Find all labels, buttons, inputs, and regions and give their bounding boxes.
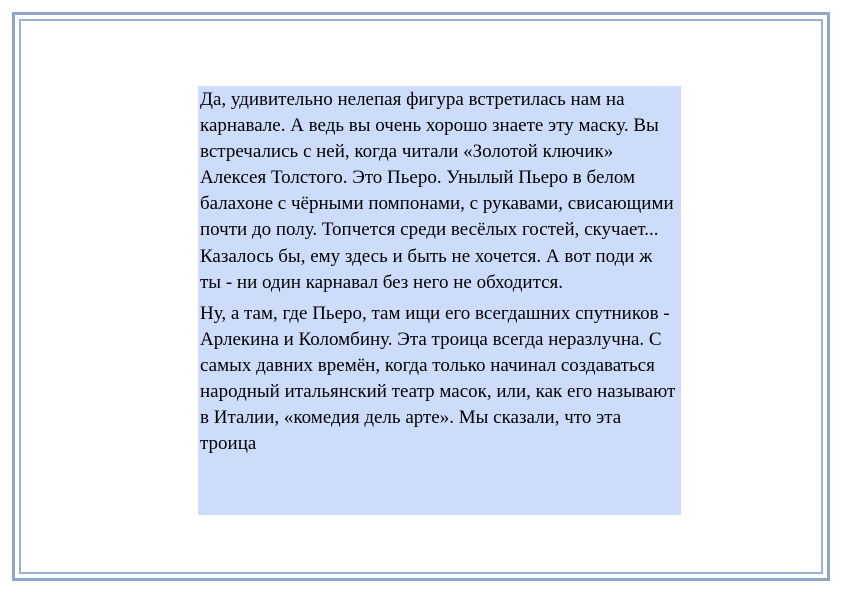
text-block <box>198 86 681 515</box>
paragraph-pierrot: Да, удивительно нелепая фигура встретилась нам на карнавале. А ведь вы очень хорошо знаете эту маску. Вы встречались с ней, когда читали «Золотой ключик» Алексея Толстого. Это Пьеро. Унылый Пьеро в белом балахоне с чёрными помпонами, с рукавами, свисающими почти до полу. Топчется среди весёлых гостей, скучает... Казалось бы, ему здесь и быть не хочется. А вот поди ж ты - ни один карнавал без него не обходится. <box>200 89 674 293</box>
paragraph-harlequin-columbine: Ну, а там, где Пьеро, там ищи его всегдашних спутников - Арлекина и Коломбину. Эта троица всегда неразлучна. С самых давних времён, когда только начинал создаваться народный итальянский театр масок, или, как его называют в Италии, «комедия дель арте». Мы сказали, что эта троица <box>200 302 676 455</box>
